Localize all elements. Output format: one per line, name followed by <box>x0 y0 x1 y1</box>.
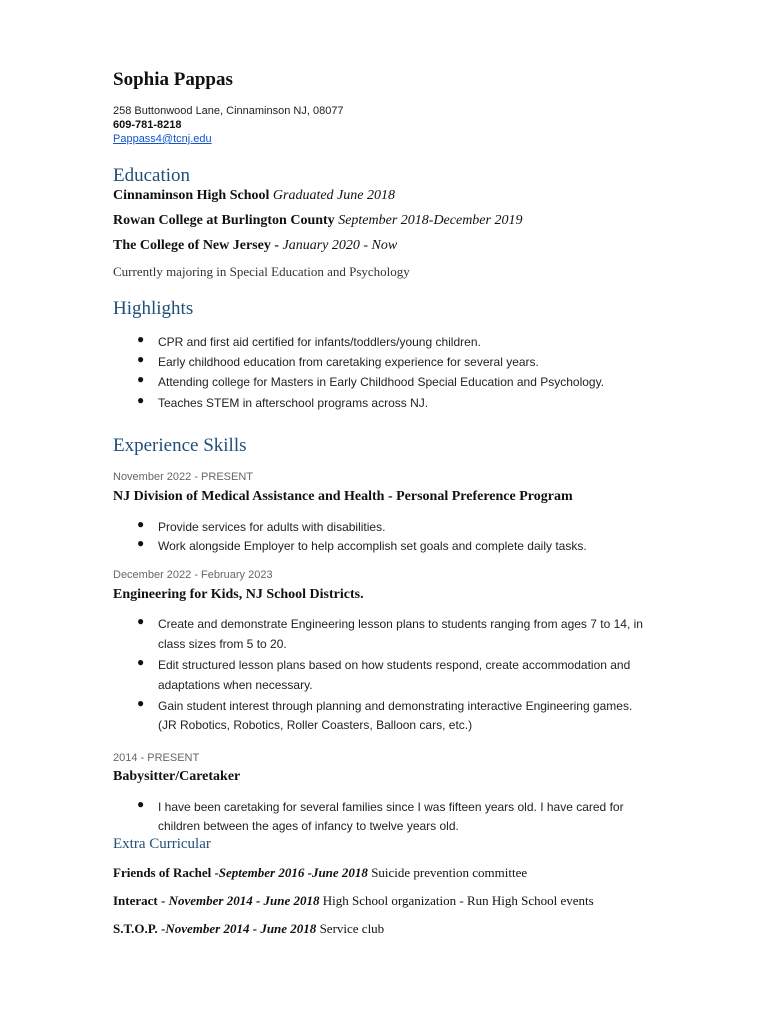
person-name: Sophia Pappas <box>113 69 233 90</box>
list-item <box>0 372 768 392</box>
job-duty: Provide services for adults with disabilities. <box>158 520 386 534</box>
bullet-icon: ● <box>137 352 145 366</box>
job-duty-line: I have been caretaking for several families since I was fifteen years old. I have cared for <box>158 800 624 814</box>
org-dates: September 2016 -June 2018 <box>218 865 368 880</box>
extracurricular-entry <box>113 865 527 881</box>
bullet-icon: ● <box>137 655 145 669</box>
list-item <box>0 393 768 413</box>
school-name: Cinnaminson High School <box>113 188 270 203</box>
job-duty: Work alongside Employer to help accomplish set goals and complete daily tasks. <box>158 539 587 553</box>
education-entry <box>113 238 397 254</box>
bullet-icon: ● <box>137 696 145 710</box>
extracurricular-heading: Extra Curricular <box>113 836 211 852</box>
job-dates: 2014 - PRESENT <box>113 752 200 764</box>
org-name: Friends of Rachel - <box>113 865 219 880</box>
list-item <box>0 332 768 352</box>
job-dates: December 2022 - February 2023 <box>113 569 273 581</box>
education-dates: January 2020 - Now <box>282 238 398 253</box>
org-dates: November 2014 - June 2018 <box>168 893 320 908</box>
list-item <box>0 797 768 837</box>
address: 258 Buttonwood Lane, Cinnaminson NJ, 08077 <box>113 105 344 117</box>
extracurricular-entry <box>113 921 384 937</box>
org-description: Suicide prevention committee <box>367 865 528 880</box>
job-duty-line: children between the ages of infancy to twelve years old. <box>158 819 459 833</box>
major-note: Currently majoring in Special Education and Psychology <box>113 264 410 279</box>
job-duty-line: Gain student interest through planning and demonstrating interactive Engineering games. <box>158 699 633 713</box>
school-name: The College of New Jersey - <box>113 238 280 253</box>
education-dates: September 2018-December 2019 <box>338 213 523 228</box>
org-name: S.T.O.P. - <box>113 921 166 936</box>
job-title: NJ Division of Medical Assistance and Health - Personal Preference Program <box>113 489 573 504</box>
extracurricular-entry <box>113 893 594 909</box>
list-item <box>0 352 768 372</box>
education-dates: Graduated June 2018 <box>272 188 395 203</box>
email-link[interactable]: Pappass4@tcnj.edu <box>113 133 212 145</box>
job-duty-line: (JR Robotics, Robotics, Roller Coasters, Balloon cars, etc.) <box>158 718 473 732</box>
education-entry <box>113 188 395 204</box>
bullet-icon: ● <box>137 614 145 628</box>
phone-number: 609-781-8218 <box>113 119 182 131</box>
org-description: Service club <box>316 921 385 936</box>
education-entry <box>113 213 522 229</box>
list-item <box>0 517 768 537</box>
org-dates: November 2014 - June 2018 <box>165 921 317 936</box>
job-dates: November 2022 - PRESENT <box>113 471 253 483</box>
job-duty-line: Edit structured lesson plans based on how students respond, create accommodation and <box>158 658 631 672</box>
job-duty-line: Create and demonstrate Engineering lesson plans to students ranging from ages 7 to 14, in <box>158 617 643 631</box>
experience-heading: Experience Skills <box>113 435 247 456</box>
org-description: High School organization - Run High School events <box>319 893 594 908</box>
bullet-icon: ● <box>137 393 145 407</box>
school-name: Rowan College at Burlington County <box>113 213 335 228</box>
bullet-icon: ● <box>137 517 145 531</box>
highlight-text: CPR and first aid certified for infants/toddlers/young children. <box>158 335 481 349</box>
bullet-icon: ● <box>137 797 145 811</box>
job-title: Babysitter/Caretaker <box>113 769 241 784</box>
highlight-text: Teaches STEM in afterschool programs across NJ. <box>158 396 429 410</box>
education-heading: Education <box>113 165 191 186</box>
bullet-icon: ● <box>137 372 145 386</box>
job-duty-line: class sizes from 5 to 20. <box>158 637 287 651</box>
bullet-icon: ● <box>137 536 145 550</box>
highlight-text: Early childhood education from caretaking experience for several years. <box>158 355 539 369</box>
list-item <box>0 536 768 556</box>
org-name: Interact - <box>113 893 169 908</box>
list-item <box>0 614 768 654</box>
highlights-heading: Highlights <box>113 298 194 319</box>
list-item <box>0 655 768 695</box>
job-title: Engineering for Kids, NJ School Districts. <box>113 587 364 602</box>
bullet-icon: ● <box>137 332 145 346</box>
highlight-text: Attending college for Masters in Early Childhood Special Education and Psychology. <box>158 375 605 389</box>
list-item <box>0 696 768 736</box>
job-duty-line: adaptations when necessary. <box>158 678 313 692</box>
